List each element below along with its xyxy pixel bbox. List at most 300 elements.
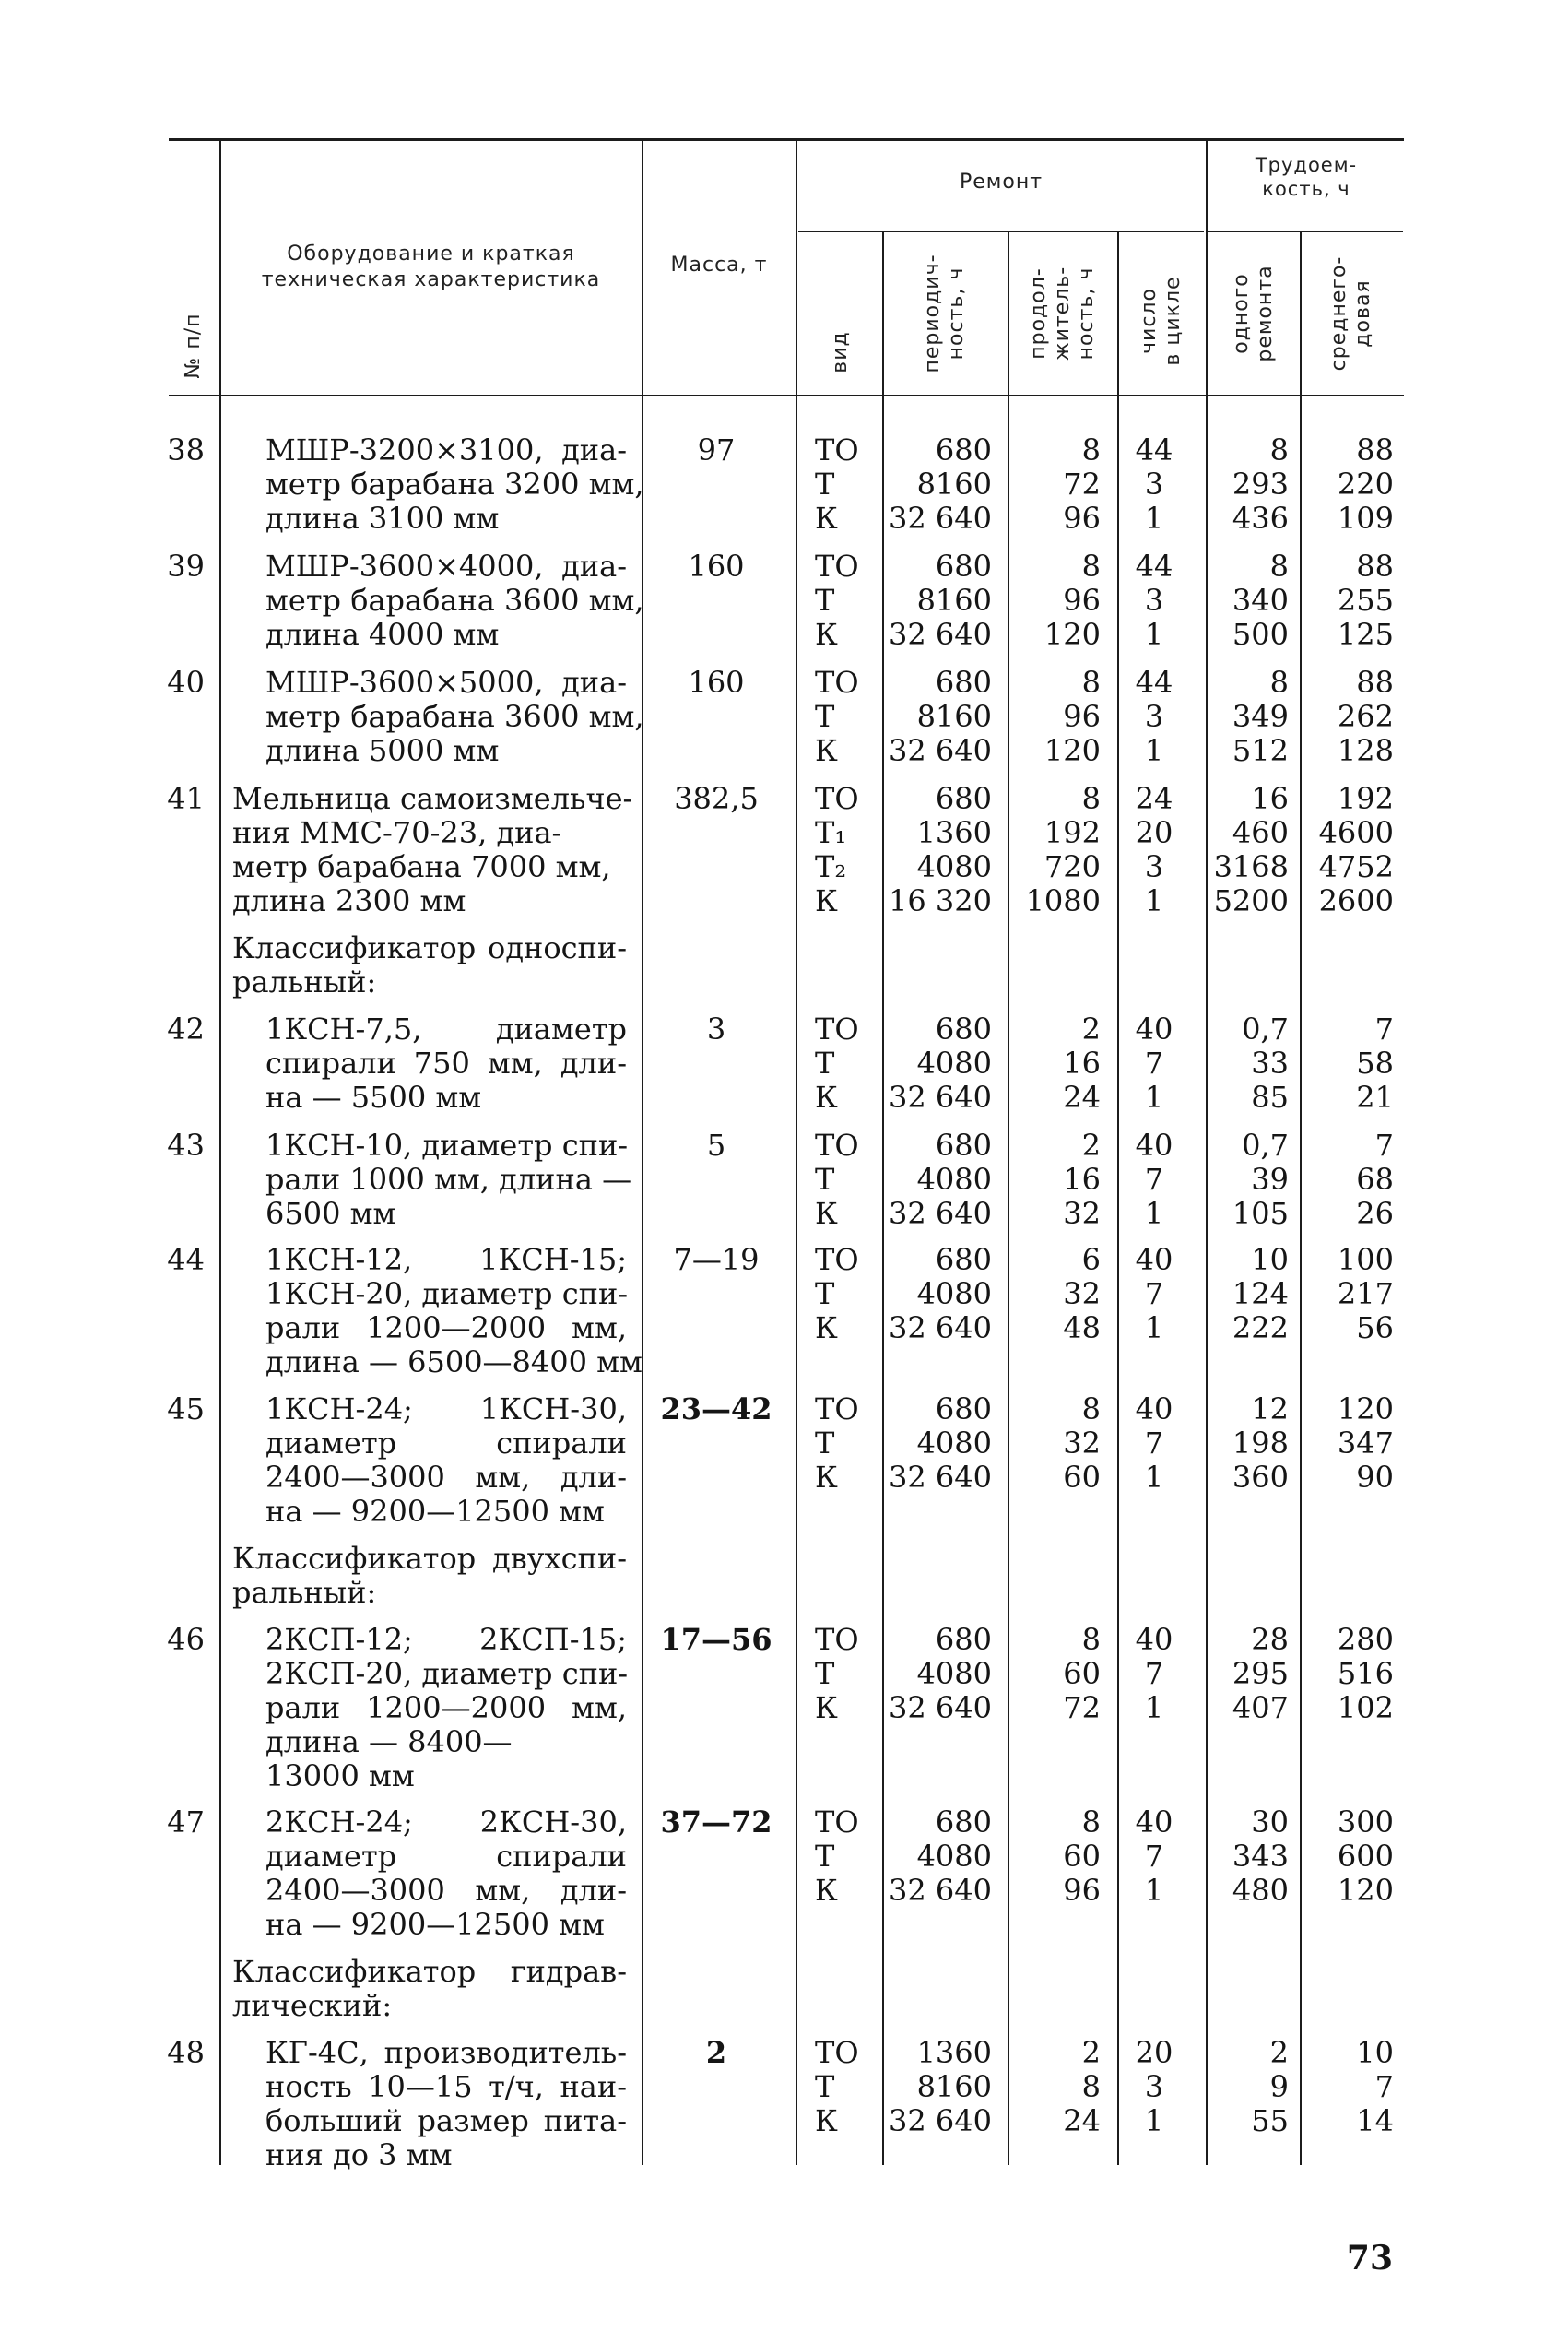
header-line: продол-: [1027, 267, 1050, 360]
kind-value: ТО: [815, 432, 859, 467]
kind-value: ТО: [815, 1622, 859, 1657]
mass-value: 37—72: [660, 1804, 772, 1840]
count-value: 20: [1135, 815, 1173, 850]
header-line: периодич-: [921, 254, 944, 373]
mass-value: 97: [697, 432, 736, 467]
header-line: ность, ч: [1075, 266, 1098, 361]
avg-value: 10: [1356, 2035, 1394, 2070]
count-value: 3: [1144, 467, 1164, 502]
equipment-description-line: метр барабана 7000 мм,: [232, 849, 611, 884]
mass-value: 160: [688, 665, 745, 700]
row-number: 44: [167, 1242, 205, 1277]
equipment-description-line: метр барабана 3600 мм,: [265, 583, 644, 618]
avg-value: 68: [1356, 1162, 1394, 1197]
one-value: 3168: [1213, 849, 1289, 884]
kind-value: Т: [815, 1276, 835, 1311]
avg-value: 255: [1337, 583, 1394, 618]
header-labor-line: кость, ч: [1262, 178, 1350, 200]
equipment-description-line: ния до 3 мм: [265, 2137, 453, 2172]
page-number: 73: [1346, 2239, 1393, 2278]
equipment-description: [232, 2036, 627, 2172]
equipment-description-line: 1КСН-20, диаметр спи-: [265, 1276, 629, 1311]
kind-value: ТО: [815, 665, 859, 700]
equipment-description-line: МШР-3600×5000, диа-: [265, 665, 627, 700]
section-heading-line: лический:: [232, 1988, 393, 2023]
period-value: 680: [935, 1012, 992, 1047]
equipment-description-line: рали 1200—2000 мм,: [265, 1310, 627, 1345]
kind-value: Т: [815, 2069, 835, 2104]
equipment-description-line: длина — 6500—8400 мм: [265, 1344, 643, 1379]
avg-value: 109: [1337, 501, 1394, 536]
labor-group-rule: [1208, 231, 1403, 232]
avg-value: 88: [1356, 549, 1394, 584]
duration-value: 120: [1043, 733, 1101, 768]
one-value: 33: [1251, 1046, 1289, 1081]
kind-value: К: [815, 1873, 838, 1908]
avg-value: 600: [1337, 1839, 1394, 1874]
col-divider-repair-labor: [1206, 138, 1208, 2165]
mass-value: 2: [705, 2035, 727, 2070]
one-value: 39: [1251, 1162, 1289, 1197]
header-no: № п/п: [182, 313, 205, 379]
period-value: 32 640: [889, 1080, 992, 1115]
count-value: 3: [1144, 583, 1164, 618]
row-number: 40: [167, 665, 205, 700]
equipment-description-line: длина 5000 мм: [265, 733, 500, 768]
count-value: 7: [1144, 1276, 1164, 1311]
header-line: житель-: [1051, 266, 1074, 361]
one-value: 85: [1251, 1080, 1289, 1115]
kind-value: Т: [815, 583, 835, 618]
kind-value: Т: [815, 1162, 835, 1197]
duration-value: 72: [1063, 467, 1101, 502]
kind-value: Т: [815, 467, 835, 502]
avg-value: 120: [1337, 1391, 1394, 1426]
equipment-description-line: длина 4000 мм: [265, 617, 500, 652]
period-value: 4080: [916, 1426, 992, 1461]
count-value: 20: [1135, 2035, 1173, 2070]
one-value: 222: [1232, 1310, 1289, 1345]
equipment-description: [232, 1128, 632, 1231]
row-number: 43: [167, 1128, 205, 1163]
duration-value: 6: [1081, 1242, 1101, 1277]
count-value: 1: [1144, 1080, 1164, 1115]
period-value: 680: [935, 1391, 992, 1426]
count-value: 3: [1144, 699, 1164, 734]
avg-value: 516: [1337, 1656, 1394, 1691]
kind-value: Т: [815, 699, 835, 734]
avg-value: 26: [1356, 1196, 1394, 1231]
period-value: 32 640: [889, 1690, 992, 1725]
equipment-description-line: длина 2300 мм: [232, 883, 466, 918]
repair-group-rule: [798, 231, 1204, 232]
duration-value: 8: [1081, 665, 1101, 700]
kind-value: К: [815, 733, 838, 768]
period-value: 4080: [916, 849, 992, 884]
kind-value: Т: [815, 1426, 835, 1461]
kind-value: К: [815, 1310, 838, 1345]
one-value: 55: [1251, 2103, 1289, 2138]
one-value: 2: [1269, 2035, 1289, 2070]
section-heading-line: ральный:: [232, 964, 377, 1000]
count-value: 1: [1144, 1690, 1164, 1725]
equipment-description-line: МШР-3600×4000, диа-: [265, 549, 627, 584]
duration-value: 60: [1063, 1839, 1101, 1874]
one-value: 500: [1232, 617, 1289, 652]
period-value: 4080: [916, 1656, 992, 1691]
avg-value: 88: [1356, 432, 1394, 467]
section-heading: [232, 1955, 627, 2023]
duration-value: 16: [1063, 1046, 1101, 1081]
header-labor-line: Трудоем-: [1255, 154, 1358, 176]
row-number: 47: [167, 1804, 205, 1840]
equipment-description-line: диаметр спирали: [265, 1426, 627, 1461]
col-divider-equipment: [642, 138, 643, 2165]
header-equipment-line: техническая характеристика: [261, 268, 601, 291]
equipment-description-line: 1КСН-12, 1КСН-15;: [265, 1242, 627, 1277]
equipment-description-line: 1КСН-10, диаметр спи-: [265, 1128, 629, 1163]
equipment-description-line: 13000 мм: [265, 1758, 415, 1793]
one-value: 9: [1269, 2069, 1289, 2104]
kind-value: ТО: [815, 1242, 859, 1277]
period-value: 4080: [916, 1046, 992, 1081]
one-value: 343: [1232, 1839, 1289, 1874]
header-line: число: [1138, 288, 1161, 354]
period-value: 32 640: [889, 1196, 992, 1231]
kind-value: Т: [815, 1839, 835, 1874]
period-value: 680: [935, 665, 992, 700]
period-value: 1360: [916, 2035, 992, 2070]
period-value: 4080: [916, 1276, 992, 1311]
count-value: 1: [1144, 1460, 1164, 1495]
period-value: 680: [935, 1128, 992, 1163]
count-value: 40: [1135, 1012, 1173, 1047]
one-value: 295: [1232, 1656, 1289, 1691]
count-value: 1: [1144, 2103, 1164, 2138]
avg-value: 102: [1337, 1690, 1394, 1725]
count-value: 44: [1135, 549, 1173, 584]
one-value: 460: [1232, 815, 1289, 850]
kind-value: ТО: [815, 1804, 859, 1840]
period-value: 32 640: [889, 617, 992, 652]
header-line: одного: [1230, 273, 1253, 354]
section-heading-line: Классификатор гидрав-: [232, 1954, 627, 1989]
equipment-description-line: 2400—3000 мм, дли-: [265, 1873, 627, 1908]
one-value: 360: [1232, 1460, 1289, 1495]
avg-value: 14: [1356, 2103, 1394, 2138]
row-number: 39: [167, 549, 205, 584]
kind-value: К: [815, 501, 838, 536]
header-labor: [1209, 153, 1403, 201]
avg-value: 300: [1337, 1804, 1394, 1840]
equipment-description-line: 1КСН-7,5, диаметр: [265, 1012, 627, 1047]
avg-value: 58: [1356, 1046, 1394, 1081]
duration-value: 96: [1063, 583, 1101, 618]
equipment-description-line: на — 9200—12500 мм: [265, 1907, 605, 1942]
equipment-description-line: рали 1200—2000 мм,: [265, 1690, 627, 1725]
avg-value: 4600: [1318, 815, 1394, 850]
kind-value: Т: [815, 1656, 835, 1691]
duration-value: 60: [1063, 1656, 1101, 1691]
avg-value: 7: [1374, 1128, 1394, 1163]
header-repair-period: [921, 254, 969, 373]
count-value: 7: [1144, 1656, 1164, 1691]
one-value: 30: [1251, 1804, 1289, 1840]
period-value: 1360: [916, 815, 992, 850]
duration-value: 32: [1063, 1276, 1101, 1311]
duration-value: 16: [1063, 1162, 1101, 1197]
duration-value: 2: [1081, 1012, 1101, 1047]
equipment-description-line: диаметр спирали: [265, 1839, 627, 1874]
avg-value: 120: [1337, 1873, 1394, 1908]
duration-value: 2: [1081, 1128, 1101, 1163]
count-value: 1: [1144, 1310, 1164, 1345]
period-value: 16 320: [889, 883, 992, 918]
kind-value: ТО: [815, 781, 859, 816]
duration-value: 8: [1081, 1804, 1101, 1840]
mass-value: 5: [706, 1128, 726, 1163]
mass-value: 23—42: [660, 1391, 772, 1426]
equipment-description: [232, 432, 644, 536]
kind-value: К: [815, 883, 838, 918]
mass-value: 17—56: [660, 1622, 772, 1657]
one-value: 105: [1232, 1196, 1289, 1231]
duration-value: 120: [1043, 617, 1101, 652]
duration-value: 8: [1081, 1622, 1101, 1657]
equipment-description: [232, 665, 644, 768]
one-value: 480: [1232, 1873, 1289, 1908]
header-line: среднего-: [1327, 255, 1350, 372]
duration-value: 96: [1063, 501, 1101, 536]
period-value: 680: [935, 1622, 992, 1657]
period-value: 32 640: [889, 2103, 992, 2138]
kind-value: К: [815, 617, 838, 652]
avg-value: 56: [1356, 1310, 1394, 1345]
duration-value: 60: [1063, 1460, 1101, 1495]
avg-value: 4752: [1318, 849, 1394, 884]
equipment-description-line: МШР-3200×3100, диа-: [265, 432, 627, 467]
avg-value: 88: [1356, 665, 1394, 700]
equipment-description: [232, 781, 633, 918]
kind-value: ТО: [815, 549, 859, 584]
section-heading-line: Классификатор двухспи-: [232, 1541, 627, 1576]
period-value: 680: [935, 781, 992, 816]
header-line: в цикле: [1161, 276, 1185, 366]
count-value: 24: [1135, 781, 1173, 816]
equipment-description-line: 2КСП-20, диаметр спи-: [265, 1656, 629, 1691]
period-value: 680: [935, 1804, 992, 1840]
one-value: 8: [1269, 432, 1289, 467]
count-value: 1: [1144, 501, 1164, 536]
avg-value: 192: [1337, 781, 1394, 816]
avg-value: 217: [1337, 1276, 1394, 1311]
avg-value: 220: [1337, 467, 1394, 502]
avg-value: 2600: [1318, 883, 1394, 918]
col-divider-kind: [882, 231, 884, 2165]
section-heading-line: ральный:: [232, 1575, 377, 1610]
header-line: довая: [1351, 279, 1374, 348]
duration-value: 8: [1081, 2069, 1101, 2104]
duration-value: 72: [1063, 1690, 1101, 1725]
mass-value: 7—19: [673, 1242, 760, 1277]
col-divider-no: [219, 138, 221, 2165]
kind-value: К: [815, 1460, 838, 1495]
header-line: ность, ч: [945, 266, 968, 361]
equipment-description: [232, 1805, 627, 1942]
kind-value: Т₂: [815, 849, 847, 884]
one-value: 124: [1232, 1276, 1289, 1311]
mass-value: 3: [706, 1012, 726, 1047]
count-value: 7: [1144, 1162, 1164, 1197]
header-repair-duration: [1027, 266, 1099, 361]
duration-value: 32: [1063, 1196, 1101, 1231]
avg-value: 90: [1356, 1460, 1394, 1495]
count-value: 40: [1135, 1242, 1173, 1277]
count-value: 44: [1135, 665, 1173, 700]
duration-value: 1080: [1025, 883, 1101, 918]
avg-value: 7: [1374, 1012, 1394, 1047]
header-equipment: [226, 242, 636, 293]
row-number: 45: [167, 1391, 205, 1426]
period-value: 4080: [916, 1162, 992, 1197]
header-mass: Масса, т: [670, 254, 768, 277]
period-value: 8160: [916, 467, 992, 502]
equipment-description: [232, 1392, 627, 1529]
equipment-description-line: метр барабана 3200 мм,: [265, 467, 644, 502]
header-labor-one: [1230, 265, 1278, 361]
section-heading: [232, 931, 627, 1000]
equipment-description: [232, 1623, 627, 1793]
kind-value: К: [815, 1080, 838, 1115]
header-labor-avg: [1327, 256, 1375, 372]
count-value: 3: [1144, 849, 1164, 884]
equipment-description-line: ность 10—15 т/ч, наи-: [265, 2069, 627, 2104]
mass-value: 382,5: [674, 781, 759, 816]
col-divider-period: [1008, 231, 1009, 2165]
duration-value: 8: [1081, 549, 1101, 584]
count-value: 40: [1135, 1622, 1173, 1657]
duration-value: 24: [1063, 1080, 1101, 1115]
duration-value: 96: [1063, 699, 1101, 734]
equipment-description-line: ния ММС-70-23, диа-: [232, 815, 562, 850]
col-divider-duration: [1117, 231, 1119, 2165]
count-value: 1: [1144, 1873, 1164, 1908]
kind-value: ТО: [815, 1012, 859, 1047]
period-value: 32 640: [889, 1873, 992, 1908]
avg-value: 100: [1337, 1242, 1394, 1277]
duration-value: 192: [1043, 815, 1101, 850]
top-rule: [169, 138, 1404, 141]
duration-value: 96: [1063, 1873, 1101, 1908]
one-value: 0,7: [1242, 1012, 1289, 1047]
mass-value: 160: [688, 549, 745, 584]
avg-value: 128: [1337, 733, 1394, 768]
avg-value: 280: [1337, 1622, 1394, 1657]
count-value: 7: [1144, 1426, 1164, 1461]
period-value: 680: [935, 1242, 992, 1277]
period-value: 32 640: [889, 501, 992, 536]
duration-value: 48: [1063, 1310, 1101, 1345]
period-value: 680: [935, 432, 992, 467]
one-value: 340: [1232, 583, 1289, 618]
one-value: 407: [1232, 1690, 1289, 1725]
equipment-description-line: 2КСП-12; 2КСП-15;: [265, 1622, 627, 1657]
equipment-description-line: длина 3100 мм: [265, 501, 500, 536]
col-divider-mass: [796, 138, 797, 2165]
avg-value: 347: [1337, 1426, 1394, 1461]
duration-value: 24: [1063, 2103, 1101, 2138]
kind-value: Т₁: [815, 815, 847, 850]
count-value: 3: [1144, 2069, 1164, 2104]
one-value: 198: [1232, 1426, 1289, 1461]
equipment-description: [232, 1012, 627, 1115]
kind-value: ТО: [815, 2035, 859, 2070]
count-value: 1: [1144, 733, 1164, 768]
row-number: 48: [167, 2035, 205, 2070]
count-value: 44: [1135, 432, 1173, 467]
period-value: 32 640: [889, 1460, 992, 1495]
avg-value: 262: [1337, 699, 1394, 734]
duration-value: 8: [1081, 432, 1101, 467]
period-value: 8160: [916, 699, 992, 734]
equipment-description: [232, 549, 644, 652]
equipment-description-line: рали 1000 мм, длина —: [265, 1162, 632, 1197]
count-value: 1: [1144, 617, 1164, 652]
kind-value: К: [815, 1690, 838, 1725]
header-repair: Ремонт: [959, 171, 1043, 194]
count-value: 1: [1144, 1196, 1164, 1231]
duration-value: 32: [1063, 1426, 1101, 1461]
row-number: 41: [167, 781, 205, 816]
one-value: 5200: [1213, 883, 1289, 918]
one-value: 28: [1251, 1622, 1289, 1657]
duration-value: 8: [1081, 1391, 1101, 1426]
avg-value: 21: [1356, 1080, 1394, 1115]
section-heading-line: Классификатор односпи-: [232, 930, 627, 965]
equipment-description-line: на — 5500 мм: [265, 1080, 482, 1115]
one-value: 8: [1269, 549, 1289, 584]
count-value: 40: [1135, 1391, 1173, 1426]
one-value: 16: [1251, 781, 1289, 816]
header-line: ремонта: [1254, 265, 1277, 362]
count-value: 40: [1135, 1128, 1173, 1163]
one-value: 12: [1251, 1391, 1289, 1426]
equipment-description-line: Мельница самоизмельче-: [232, 781, 633, 816]
header-repair-kind: вид: [829, 331, 852, 373]
kind-value: К: [815, 1196, 838, 1231]
period-value: 32 640: [889, 1310, 992, 1345]
header-bottom-rule: [169, 395, 1404, 396]
count-value: 7: [1144, 1839, 1164, 1874]
equipment-description-line: метр барабана 3600 мм,: [265, 699, 644, 734]
period-value: 32 640: [889, 733, 992, 768]
avg-value: 7: [1374, 2069, 1394, 2104]
one-value: 436: [1232, 501, 1289, 536]
equipment-description-line: больший размер пита-: [265, 2103, 627, 2138]
equipment-description-line: на — 9200—12500 мм: [265, 1494, 605, 1529]
one-value: 349: [1232, 699, 1289, 734]
section-heading: [232, 1542, 627, 1610]
one-value: 512: [1232, 733, 1289, 768]
kind-value: К: [815, 2103, 838, 2138]
equipment-description-line: КГ-4С, производитель-: [265, 2035, 627, 2070]
one-value: 293: [1232, 467, 1289, 502]
kind-value: Т: [815, 1046, 835, 1081]
duration-value: 2: [1081, 2035, 1101, 2070]
count-value: 7: [1144, 1046, 1164, 1081]
equipment-description-line: спирали 750 мм, дли-: [265, 1046, 627, 1081]
period-value: 680: [935, 549, 992, 584]
